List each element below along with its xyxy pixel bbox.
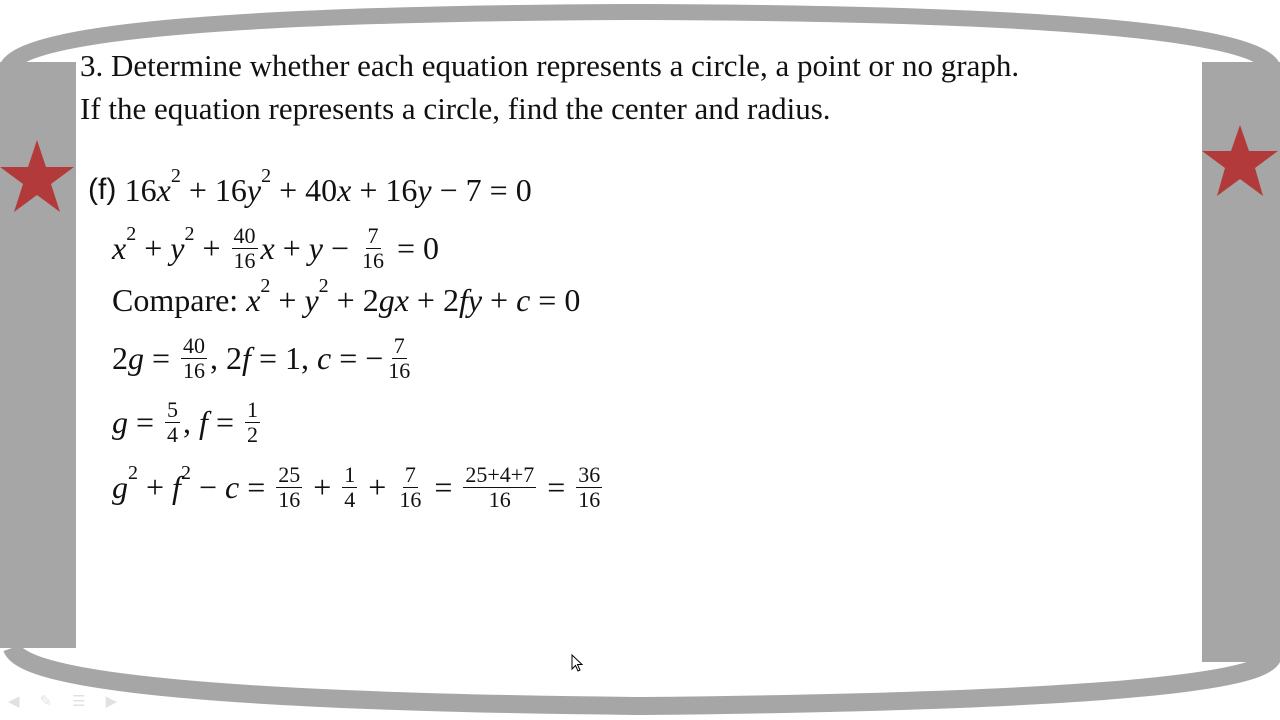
math-text: = 0 bbox=[389, 229, 440, 266]
math-text: 16 bbox=[124, 171, 157, 208]
exponent: 2 bbox=[318, 274, 329, 297]
question-title-line2: If the equation represents a circle, find the center and radius. bbox=[80, 91, 831, 126]
variable: f bbox=[199, 403, 208, 440]
denominator: 16 bbox=[488, 486, 511, 512]
math-text: , bbox=[183, 403, 200, 440]
pen-icon[interactable]: ✎ bbox=[39, 694, 53, 710]
variable: x bbox=[112, 229, 127, 266]
denominator: 16 bbox=[183, 357, 206, 383]
variable: g bbox=[112, 403, 128, 440]
math-text: = bbox=[239, 468, 274, 505]
math-text: − 7 = 0 bbox=[431, 171, 532, 208]
exponent: 2 bbox=[261, 164, 272, 187]
math-text: = 1, bbox=[250, 339, 317, 376]
fraction bbox=[165, 398, 180, 445]
denominator: 16 bbox=[578, 486, 601, 512]
math-text: + 40 bbox=[271, 171, 338, 208]
denominator: 16 bbox=[233, 247, 256, 273]
fraction bbox=[232, 224, 258, 271]
question-title-line1: 3. Determine whether each equation represents a circle, a point or no graph. bbox=[80, 48, 1020, 83]
exponent: 2 bbox=[184, 222, 195, 245]
numerator: 1 bbox=[246, 397, 258, 423]
variable: x bbox=[246, 281, 261, 318]
equation-line bbox=[112, 457, 605, 517]
math-text: = − bbox=[331, 339, 384, 376]
denominator: 16 bbox=[278, 486, 301, 512]
denominator: 16 bbox=[362, 247, 384, 273]
math-text: (f) bbox=[88, 173, 125, 206]
denominator: 4 bbox=[167, 421, 179, 447]
denominator: 4 bbox=[344, 486, 356, 512]
math-text: + bbox=[482, 281, 517, 318]
numerator: 1 bbox=[344, 462, 356, 488]
bottom-arc bbox=[12, 648, 1272, 706]
numerator: 5 bbox=[167, 397, 179, 423]
math-text: + bbox=[360, 468, 395, 505]
variable: x bbox=[337, 171, 352, 208]
math-text: + 2 bbox=[328, 281, 379, 318]
fraction bbox=[181, 334, 207, 381]
variable: f bbox=[172, 468, 181, 505]
fraction bbox=[463, 463, 536, 510]
numerator: 25 bbox=[278, 462, 301, 488]
variable: y bbox=[246, 171, 262, 208]
denominator: 16 bbox=[399, 486, 422, 512]
variable: g bbox=[112, 468, 128, 505]
math-text: = bbox=[128, 403, 163, 440]
numerator: 7 bbox=[367, 223, 379, 249]
math-text: + bbox=[138, 468, 173, 505]
variable: y bbox=[304, 281, 319, 318]
math-text: + bbox=[305, 468, 340, 505]
math-text: + bbox=[270, 281, 305, 318]
equation-line bbox=[112, 328, 415, 388]
exponent: 2 bbox=[128, 461, 138, 484]
fraction bbox=[360, 224, 386, 271]
prev-icon[interactable]: ◀ bbox=[8, 694, 20, 710]
fraction bbox=[397, 463, 423, 510]
math-text: = bbox=[426, 468, 461, 505]
math-text: = bbox=[539, 468, 574, 505]
variable: c bbox=[516, 281, 531, 318]
fraction bbox=[576, 463, 602, 510]
menu-icon[interactable]: ☰ bbox=[72, 694, 86, 710]
variable: y bbox=[417, 171, 432, 208]
math-text: 2 bbox=[112, 339, 128, 376]
math-text: − bbox=[322, 229, 357, 266]
math-text: , 2 bbox=[210, 339, 243, 376]
equation-line bbox=[88, 160, 532, 220]
math-text: + 16 bbox=[351, 171, 418, 208]
math-text: + bbox=[194, 229, 229, 266]
mouse-cursor-icon bbox=[571, 654, 585, 674]
variable: y bbox=[308, 229, 323, 266]
math-text: = bbox=[207, 403, 242, 440]
variable: c bbox=[316, 339, 332, 376]
exponent: 2 bbox=[126, 222, 137, 245]
variable: c bbox=[224, 468, 240, 505]
fraction bbox=[386, 334, 412, 381]
variable: y bbox=[170, 229, 185, 266]
math-text: + bbox=[136, 229, 171, 266]
math-text: = bbox=[144, 339, 179, 376]
numerator: 40 bbox=[233, 223, 256, 249]
equation-line bbox=[112, 218, 439, 278]
numerator: 25+4+7 bbox=[465, 462, 535, 488]
denominator: 16 bbox=[388, 357, 411, 383]
variable: g bbox=[128, 339, 144, 376]
fraction bbox=[342, 463, 357, 510]
math-text: Compare: bbox=[112, 281, 247, 318]
math-text: − bbox=[190, 468, 225, 505]
denominator: 2 bbox=[246, 421, 258, 447]
variable: x bbox=[260, 229, 275, 266]
fraction bbox=[276, 463, 302, 510]
equation-line bbox=[112, 392, 263, 452]
variable: x bbox=[156, 171, 171, 208]
numerator: 40 bbox=[183, 333, 206, 359]
slideshow-controls bbox=[8, 692, 117, 711]
math-text: + 2 bbox=[408, 281, 459, 318]
math-text: + 16 bbox=[180, 171, 247, 208]
numerator: 7 bbox=[404, 462, 416, 488]
numerator: 7 bbox=[393, 333, 405, 359]
variable: f bbox=[242, 339, 251, 376]
exponent: 2 bbox=[260, 274, 271, 297]
exponent: 2 bbox=[180, 461, 191, 484]
fraction bbox=[245, 398, 260, 445]
equation-line bbox=[112, 270, 580, 330]
variable: gx bbox=[378, 281, 409, 318]
math-text: = 0 bbox=[530, 281, 581, 318]
numerator: 36 bbox=[578, 462, 601, 488]
exponent: 2 bbox=[170, 164, 181, 187]
next-icon[interactable]: ▶ bbox=[105, 694, 118, 710]
variable: fy bbox=[458, 281, 483, 318]
math-text: + bbox=[274, 229, 309, 266]
